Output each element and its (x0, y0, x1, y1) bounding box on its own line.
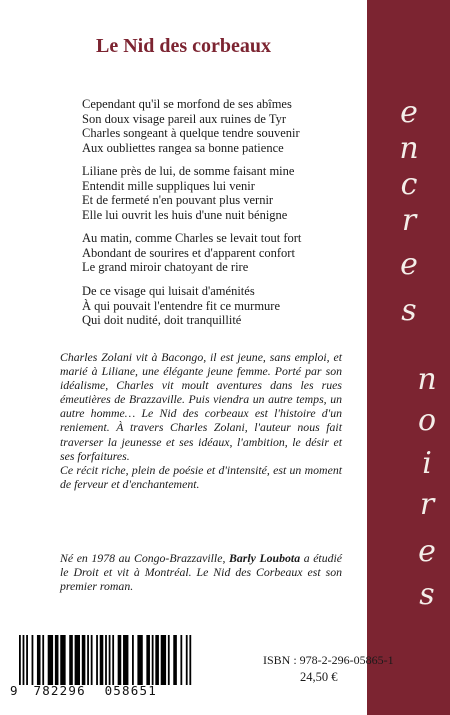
author-bio (60, 551, 342, 593)
barcode-bar (48, 635, 53, 685)
barcode-group-2: 058651 (104, 683, 157, 698)
collection-letter: s (419, 577, 435, 612)
barcode-bar (152, 635, 154, 685)
barcode-bar (137, 635, 142, 685)
barcode-bar (112, 635, 114, 685)
barcode-bar (19, 635, 21, 685)
blurb-paragraph (60, 350, 342, 491)
collection-letter: n (417, 362, 437, 397)
poem-line: De ce visage qui luisait d'aménités (82, 284, 255, 298)
barcode-bar (109, 635, 111, 685)
barcode-bars (17, 635, 197, 685)
collection-letter: r (419, 487, 435, 522)
barcode-bar (189, 635, 191, 685)
barcode-bar (186, 635, 188, 685)
collection-letter: e (400, 95, 418, 130)
poem-stanza-4 (82, 284, 342, 328)
barcode-bar (146, 635, 150, 685)
barcode-bar (168, 635, 170, 685)
barcode-bar (23, 635, 25, 685)
price-label: 24,50 € (300, 670, 338, 684)
poem-stanza-3 (82, 231, 342, 275)
barcode-lead-digit: 9 (10, 683, 19, 698)
barcode-bar (37, 635, 41, 685)
bio-prefix: Né en 1978 au Congo-Brazzaville, (60, 551, 226, 565)
blurb-text: Charles Zolani vit à Bacongo, il est jeune, sans emploi, et marié à Liliane, une élégante jeune femme. Porté par son idéalisme, Charles vit moult aventures dans les rues émeutières de Brazzaville. Puis viendra un autre temps, un autre homme… Le Nid des corbeaux est l'histoire d'un reniement. À travers Charles Zolani, l'auteur nous fait traverser la jeunesse et ses idéaux, l'ambition, le désir et ses forfaitures. (60, 350, 342, 463)
barcode-bar (118, 635, 122, 685)
barcode-group-1: 782296 (33, 683, 86, 698)
barcode-bar (82, 635, 86, 685)
barcode-bar (55, 635, 59, 685)
barcode-bar (173, 635, 177, 685)
poem-line: Aux oubliettes rangea sa bonne patience (82, 140, 284, 155)
barcode-bar (87, 635, 89, 685)
barcode-bar (100, 635, 104, 685)
collection-letter: o (417, 403, 437, 438)
barcode-bar (155, 635, 159, 685)
poem-line: Elle lui ouvrit les huis d'une nuit bénigne (82, 207, 288, 222)
barcode-bar (132, 635, 134, 685)
barcode-bar (32, 635, 34, 685)
barcode-bar (75, 635, 80, 685)
poem-stanza-1 (82, 97, 342, 155)
bio-text: a étudié le Droit et vit à Montréal. Le Nid des Corbeaux est son premier roman. (60, 551, 343, 594)
barcode-bar (123, 635, 128, 685)
collection-letter: n (399, 131, 419, 166)
barcode-bar (91, 635, 93, 685)
poem-line: Abondant de sourires et d'apparent confort (82, 245, 295, 260)
barcode-bar (161, 635, 166, 685)
poem-line: Charles songeant à quelque tendre souvenir (82, 126, 300, 140)
barcode-number (10, 683, 200, 698)
barcode-bar (42, 635, 44, 685)
barcode-bar (96, 635, 98, 685)
poem-line: Entendit mille suppliques lui venir (82, 178, 255, 193)
book-title: Le Nid des corbeaux (96, 35, 271, 57)
collection-letter: c (400, 167, 418, 202)
poem-line: À qui pouvait l'entendre fit ce murmure (82, 298, 281, 313)
poem-line: Cependant qu'il se morfond de ses abîmes (82, 97, 292, 111)
poem-line: Et de fermeté n'en pouvant plus vernir (82, 193, 274, 207)
poem-line: Son doux visage pareil aux ruines de Tyr (82, 111, 287, 126)
barcode-bar (60, 635, 65, 685)
collection-sidebar (367, 0, 450, 715)
collection-letter: e (418, 534, 436, 569)
poem-line: Le grand miroir chatoyant de rire (82, 260, 249, 274)
collection-letter: r (401, 203, 417, 238)
collection-letter: s (401, 293, 417, 328)
poem-stanza-2 (82, 164, 342, 222)
poem-line: Au matin, comme Charles se levait tout fort (82, 231, 302, 245)
isbn-label: ISBN : 978-2-296-05865-1 (263, 653, 394, 667)
barcode-bar (105, 635, 107, 685)
barcode-bar (69, 635, 73, 685)
blurb-closing: Ce récit riche, plein de poésie et d'intensité, est un moment de ferveur et d'enchantement. (60, 462, 342, 491)
barcode-bar (180, 635, 182, 685)
poem-line: Liliane près de lui, de somme faisant mine (82, 164, 295, 178)
collection-letter: i (422, 446, 432, 481)
collection-letter: e (400, 247, 418, 282)
barcode-bar (26, 635, 28, 685)
author-name: Barly Loubota (229, 551, 301, 565)
poem-line: Qui doit nudité, doit tranquillité (82, 313, 242, 327)
